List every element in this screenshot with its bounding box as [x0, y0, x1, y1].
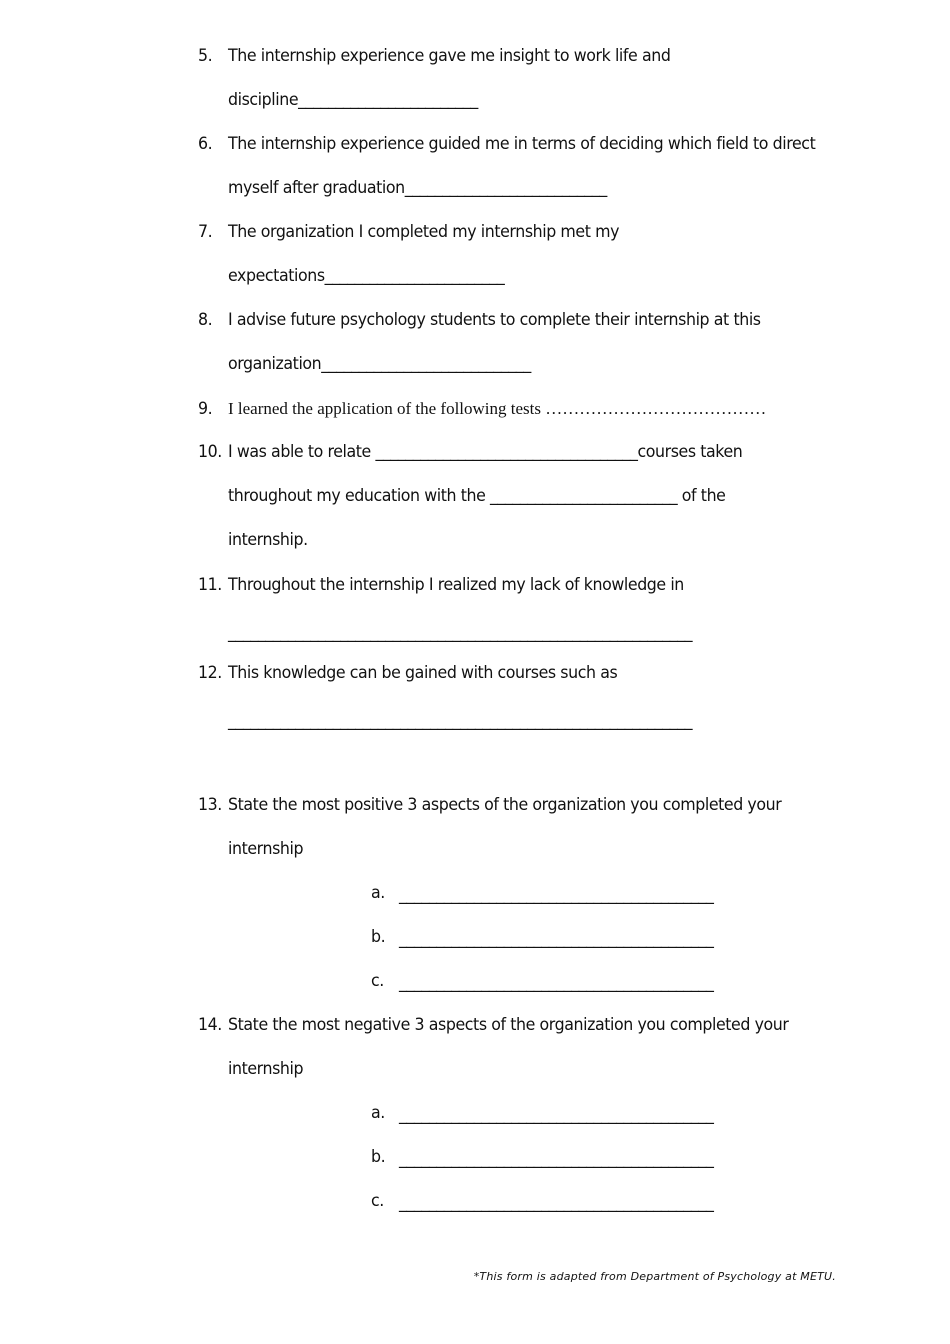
question-7-number: 7.: [198, 222, 213, 242]
question-13-text: State the most positive 3 aspects of the organization you completed your: [228, 795, 782, 815]
question-14-number: 14.: [198, 1015, 222, 1035]
question-13-option-a-blank[interactable]: __________________________________________: [399, 885, 714, 905]
question-14-text: State the most negative 3 aspects of the organization you completed your: [228, 1015, 789, 1035]
question-11-answer-line[interactable]: ______________________________________________________________: [228, 623, 693, 643]
question-9-text[interactable]: I learned the application of the following tests …………………………………: [228, 399, 767, 418]
question-5-number: 5.: [198, 46, 213, 66]
question-12-answer-line[interactable]: ______________________________________________________________: [228, 711, 693, 731]
question-13-option-b-blank[interactable]: __________________________________________: [399, 929, 714, 949]
question-12-number: 12.: [198, 663, 222, 683]
question-11-number: 11.: [198, 575, 222, 595]
question-6-text: The internship experience guided me in terms of deciding which field to direct: [228, 134, 816, 154]
question-13-option-b-letter: b.: [371, 927, 386, 947]
question-14-option-a-blank[interactable]: __________________________________________: [399, 1105, 714, 1125]
question-13-option-a-letter: a.: [371, 883, 385, 903]
question-5: [0, 45, 18, 111]
question-13-option-c-blank[interactable]: __________________________________________: [399, 973, 714, 993]
question-14-option-a-letter: a.: [371, 1103, 385, 1123]
question-10-text-line-1[interactable]: I was able to relate ___________________________________courses taken: [228, 442, 743, 462]
question-6-answer-line[interactable]: myself after graduation___________________________: [228, 178, 607, 198]
question-14-option-b-letter: b.: [371, 1147, 386, 1167]
question-14-text-cont: internship: [228, 1059, 304, 1079]
question-7-text: The organization I completed my internship met my: [228, 222, 620, 242]
question-10-text-line-2[interactable]: throughout my education with the _________________________ of the: [228, 486, 726, 506]
question-11-text: Throughout the internship I realized my lack of knowledge in: [228, 575, 684, 595]
question-8-text: I advise future psychology students to complete their internship at this: [228, 310, 761, 330]
footnote: *This form is adapted from Department of Psychology at METU.: [473, 1270, 836, 1283]
question-13-text-cont: internship: [228, 839, 304, 859]
question-14-option-c-letter: c.: [371, 1191, 384, 1211]
question-9-number: 9.: [198, 399, 213, 419]
question-7-answer-line[interactable]: expectations________________________: [228, 266, 505, 286]
question-5-text: The internship experience gave me insight to work life and: [228, 46, 671, 66]
question-5-answer-line[interactable]: discipline________________________: [228, 90, 478, 110]
question-14-option-c-blank[interactable]: __________________________________________: [399, 1193, 714, 1213]
question-8-number: 8.: [198, 310, 213, 330]
question-13-number: 13.: [198, 795, 222, 815]
question-10-number: 10.: [198, 442, 222, 462]
question-12-text: This knowledge can be gained with courses such as: [228, 663, 618, 683]
question-14-option-b-blank[interactable]: __________________________________________: [399, 1149, 714, 1169]
question-10-text-line-3: internship.: [228, 530, 308, 550]
question-8-answer-line[interactable]: organization____________________________: [228, 354, 531, 374]
question-13-option-c-letter: c.: [371, 971, 384, 991]
question-6-number: 6.: [198, 134, 213, 154]
